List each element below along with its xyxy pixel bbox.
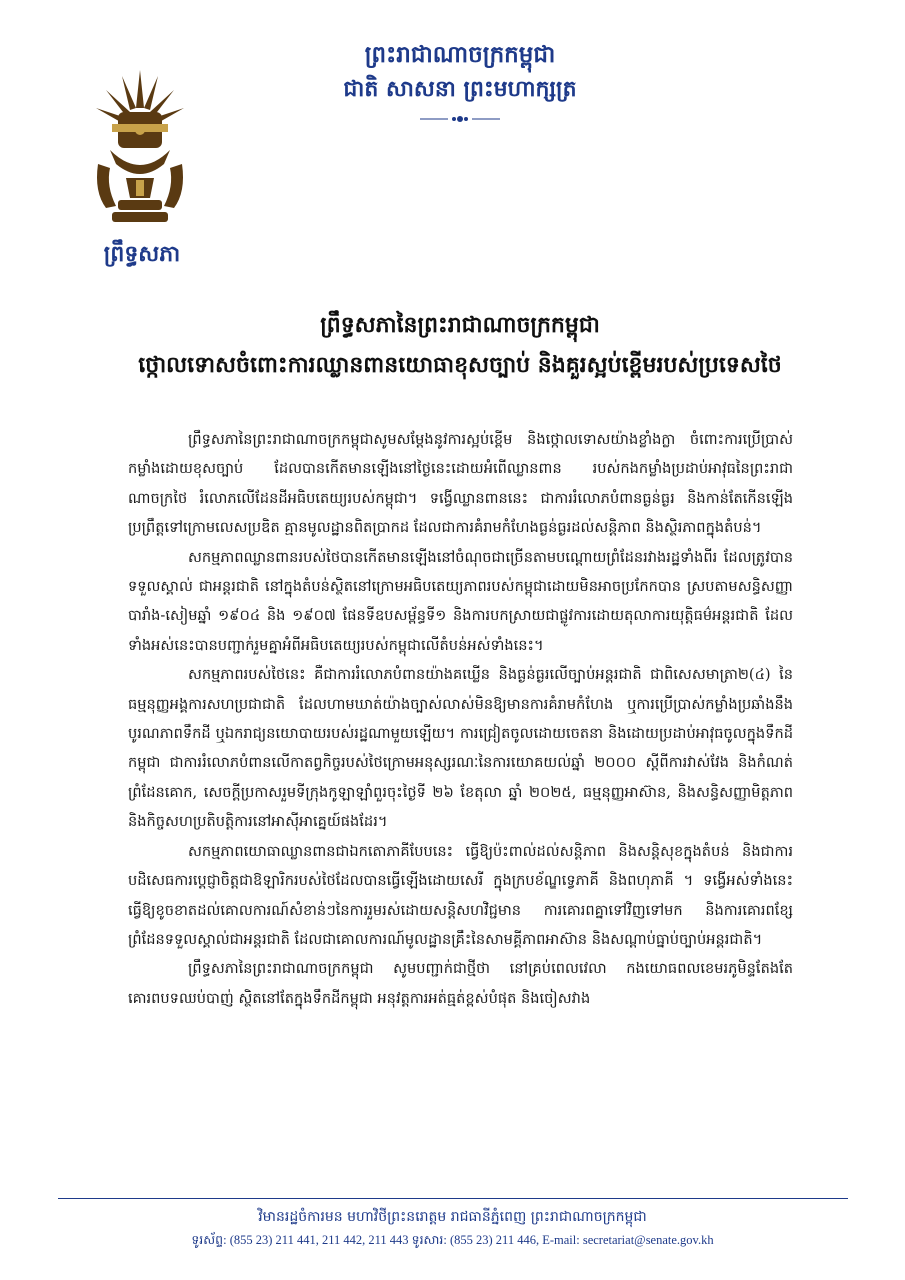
document-title xyxy=(110,305,810,385)
paragraph-1: ព្រឹទ្ធសភានៃព្រះរាជាណាចក្រកម្ពុជាសូមសម្ដែងនូវការស្អប់ខ្ពើម និងថ្កោលទោសយ៉ាងខ្លាំងក្លា ចំពោះការប្រើប្រាស់កម្លាំងដោយខុសច្បាប់ ដែលបានកើតមានឡើងនៅថ្ងៃនេះដោយអំពើឈ្លានពាន របស់កងកម្លាំងប្រដាប់អាវុធនៃព្រះរាជាណាចក្រថៃ រំលោភលើដែនដីអធិបតេយ្យរបស់កម្ពុជា។ ទង្វើឈ្លានពាននេះ ជាការរំលោភបំពានធ្ងន់ធ្ងរ និងកាន់តែកើនឡើង ប្រព្រឹត្តទៅក្រោមលេសប្រឌិត គ្មានមូលដ្ឋានពិតប្រាកដ ដែលជាការគំរាមកំហែងធ្ងន់ធ្ងរដល់សន្តិភាព និងស្ថិរភាពក្នុងតំបន់។ xyxy=(128,431,793,537)
national-motto: ជាតិ សាសនា ព្រះមហាក្សត្រ xyxy=(343,76,577,102)
title-line-1: ព្រឹទ្ធសភានៃព្រះរាជាណាចក្រកម្ពុជា xyxy=(320,312,600,338)
royal-emblem-icon xyxy=(92,68,188,228)
national-header xyxy=(300,38,620,122)
title-line-2: ថ្កោលទោសចំពោះការឈ្លានពានយោធាខុសច្បាប់ និងគួរស្អប់ខ្ពើមរបស់ប្រទេសថៃ xyxy=(138,352,782,378)
statement-body xyxy=(128,425,793,1013)
paragraph-4: សកម្មភាពយោធាឈ្លានពានជាឯកតោភាគីបែបនេះ ធ្វើឱ្យប៉ះពាល់ដល់សន្តិភាព និងសន្តិសុខក្នុងតំបន់ និងជាការបដិសេធការប្ដេជ្ញាចិត្តជាឱឡារិករបស់ថៃដែលបានធ្វើឡើងដោយសេរី ក្នុងក្របខ័ណ្ឌទ្វេភាគី និងពហុភាគី ។ ទង្វើអស់ទាំងនេះធ្វើឱ្យខូចខាតដល់គោលការណ៍សំខាន់ៗនៃការរួមរស់ដោយសន្តិសហវិជ្ជមាន ការគោរពគ្នាទៅវិញទៅមក និងការគោរពខ្សែព្រំដែនទទួលស្គាល់ជាអន្តរជាតិ ដែលជាគោលការណ៍មូលដ្ឋានគ្រឹះនៃសាមគ្គីភាពអាស៊ាន និងសណ្ដាប់ធ្នាប់ច្បាប់អន្តរជាតិ។ xyxy=(128,842,793,948)
footer-divider xyxy=(58,1198,848,1199)
footer-contact: ទូរស័ព្ទ: (855 23) 211 441, 211 442, 211 443 ទូរសារ: (855 23) 211 446, E-mail: secretariat@senate.gov.kh xyxy=(191,1233,714,1247)
ornament-divider-icon xyxy=(300,110,620,122)
paragraph-3: សកម្មភាពរបស់ថៃនេះ គឺជាការរំលោភបំពានយ៉ាងគឃ្លើន និងធ្ងន់ធ្ងរលើច្បាប់អន្តរជាតិ ជាពិសេសមាត្រា២(៤) នៃធម្មនុញ្ញអង្គការសហប្រជាជាតិ ដែលហាមឃាត់យ៉ាងច្បាស់លាស់មិនឱ្យមានការគំរាមកំហែង ឬការប្រើប្រាស់កម្លាំងប្រឆាំងនឹងបូរណភាពទឹកដី ឬឯករាជ្យនយោបាយរបស់រដ្ឋណាមួយឡើយ។ ការជ្រៀតចូលដោយចេតនា និងដោយប្រដាប់អាវុធចូលក្នុងទឹកដីកម្ពុជា ជាការរំលោភបំពានលើកាតព្វកិច្ចរបស់ថៃក្រោមអនុស្សរណៈនៃការយោគយល់ឆ្នាំ ២០០០ ស្ដីពីការវាស់វែង និងកំណត់ព្រំដែនគោក, សេចក្ដីប្រកាសរួមទីក្រុងកូឡាឡាំពួរចុះថ្ងៃទី ២៦ ខែតុលា ឆ្នាំ ២០២៥, ធម្មនុញ្ញអាស៊ាន, និងសន្ធិសញ្ញាមិត្តភាព និងកិច្ចសហប្រតិបត្តិការនៅអាស៊ីអាគ្នេយ៍ផងដែរ។ xyxy=(128,666,793,831)
paragraph-2: សកម្មភាពឈ្លានពានរបស់ថៃបានកើតមានឡើងនៅចំណុចជាច្រើនតាមបណ្ដោយព្រំដែនរវាងរដ្ឋទាំងពីរ ដែលត្រូវបានទទួលស្គាល់ ជាអន្តរជាតិ នៅក្នុងតំបន់ស្ថិតនៅក្រោមអធិបតេយ្យភាពរបស់កម្ពុជាដោយមិនអាចប្រកែកបាន ស្របតាមសន្ធិសញ្ញាបារាំង-សៀមឆ្នាំ ១៩០៤ និង ១៩០៧ ផែនទីឧបសម្ព័ន្ធទី១ និងការបកស្រាយជាផ្លូវការដោយតុលាការយុត្តិធម៌អន្តរជាតិ ដែលទាំងអស់នេះបានបញ្ជាក់រួមគ្នាអំពីអធិបតេយ្យរបស់កម្ពុជាលើតំបន់អស់ទាំងនេះ។ xyxy=(128,548,793,654)
footer-address: វិមានរដ្ឋចំការមន មហាវិថីព្រះនរោត្តម រាជធានីភ្នំពេញ ព្រះរាជាណាចក្រកម្ពុជា xyxy=(258,1209,647,1225)
kingdom-name: ព្រះរាជាណាចក្រកម្ពុជា xyxy=(364,41,556,68)
institution-label: ព្រឹទ្ធសភា xyxy=(103,241,181,267)
letterhead-footer xyxy=(60,1205,845,1251)
paragraph-5: ព្រឹទ្ធសភានៃព្រះរាជាណាចក្រកម្ពុជា សូមបញ្ជាក់ជាថ្មីថា នៅគ្រប់ពេលវេលា កងយោធពលខេមរភូមិន្ទតែងតែគោរពបទឈប់បាញ់ ស្ថិតនៅតែក្នុងទឹកដីកម្ពុជា អនុវត្តការអត់ធ្មត់ខ្ពស់បំផុត និងចៀសវាង xyxy=(128,960,793,1007)
